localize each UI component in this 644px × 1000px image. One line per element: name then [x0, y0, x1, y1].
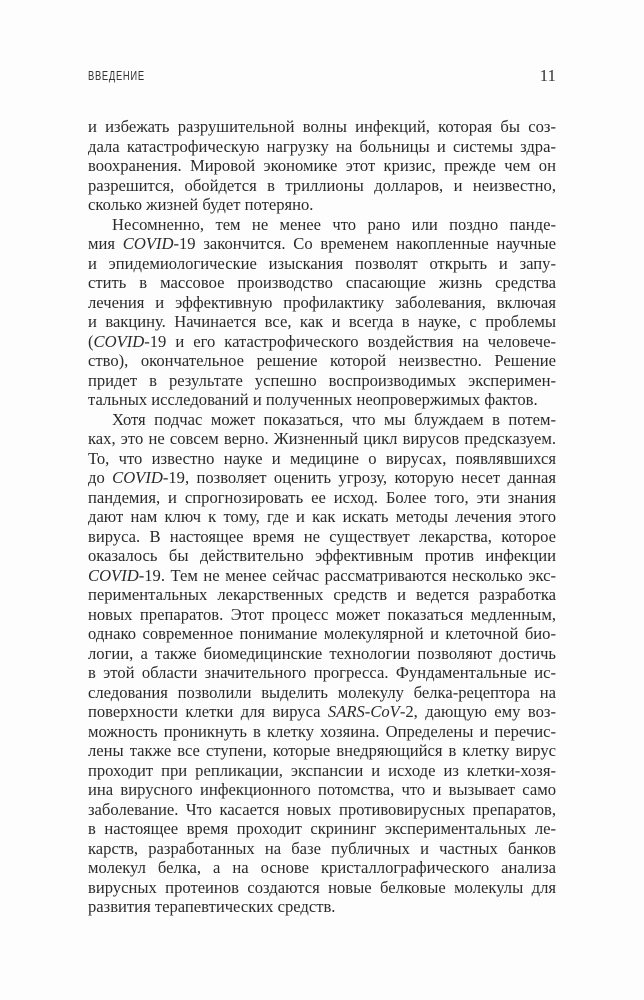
text-segment: (: [88, 331, 94, 351]
italic-term: COVID: [93, 331, 145, 351]
text-line: [88, 215, 556, 235]
text-line: [88, 605, 556, 625]
text-segment: То, что известно науке и медицине о вирусах, появлявшихся: [88, 448, 556, 468]
italic-term: COVID: [112, 468, 163, 487]
text-line: [88, 839, 556, 859]
text-segment: пандемия, и спрогнозировать ее исход. Более того, эти знания: [88, 487, 556, 507]
text-line: [88, 527, 556, 547]
text-segment: -19 и его катастрофического воздействия на человече-: [144, 331, 556, 351]
text-segment: можность проникнуть в клетку хозяина. Определены и перечис-: [88, 721, 556, 741]
text-segment: вируса. В настоящее время не существует лекарства, которое: [88, 526, 556, 546]
text-line: [88, 741, 556, 761]
text-line: [88, 722, 556, 742]
text-segment: в настоящее время проходит скрининг экспериментальных ле-: [88, 819, 556, 838]
text-segment: дают нам ключ к тому, где и как искать методы лечения этого: [88, 507, 556, 526]
text-line: [88, 371, 556, 391]
text-segment: заболевание. Что касается новых противовирусных препаратов,: [88, 799, 556, 819]
text-segment: однако современное понимание молекулярной и клеточной био-: [88, 624, 556, 643]
text-line: [88, 468, 556, 488]
text-line: [88, 390, 556, 410]
text-segment: лены также все ступени, которые внедряющийся в клетку вирус: [88, 741, 556, 760]
text-line: [88, 254, 556, 274]
text-line: [88, 488, 556, 508]
text-segment: -19. Тем не менее сейчас рассматриваются несколько экс-: [138, 565, 556, 585]
text-segment: до: [88, 468, 113, 487]
text-line: [88, 449, 556, 469]
text-line: [88, 195, 556, 215]
text-line: [88, 137, 556, 157]
text-segment: и избежать разрушительной волны инфекций, которая бы соз-: [88, 117, 556, 136]
text-line: [88, 234, 556, 254]
text-line: [88, 410, 556, 430]
text-line: [88, 878, 556, 898]
text-segment: лечения и эффективную профилактику заболевания, включая: [88, 292, 556, 312]
text-segment: новых препаратов. Этот процесс может показаться медленным,: [88, 604, 556, 624]
text-line: [88, 429, 556, 449]
text-line: [88, 312, 556, 332]
text-segment: ство), окончательное решение которой неизвестно. Решение: [88, 351, 556, 370]
text-line: [88, 644, 556, 664]
text-line: [88, 117, 556, 137]
text-segment: сколько жизней будет потеряно.: [88, 195, 314, 214]
page-header: [88, 66, 556, 88]
text-line: [88, 761, 556, 781]
text-segment: развития терапевтических средств.: [88, 897, 336, 916]
text-segment: логии, а также биомедицинские технологии позволяют достичь: [88, 643, 556, 663]
italic-term: SARS-CoV: [327, 702, 400, 721]
text-segment: карств, разработанных на базе публичных и частных банков: [88, 838, 556, 858]
text-line: [88, 351, 556, 371]
text-line: [88, 780, 556, 800]
text-segment: воохранения. Мировой экономике этот кризис, прежде чем он: [88, 156, 556, 175]
text-segment: оказалось бы действительно эффективным против инфекции: [88, 546, 556, 565]
text-line: [88, 663, 556, 683]
text-line: [88, 273, 556, 293]
text-segment: Хотя подчас может показаться, что мы блуждаем в потем-: [112, 409, 556, 429]
page-number: 11: [539, 66, 556, 85]
text-segment: и эпидемиологические изыскания позволят открыть и запу-: [88, 253, 556, 273]
text-line: [88, 819, 556, 839]
text-segment: -19, позволяет оценить угрозу, которую несет данная: [162, 468, 557, 487]
text-line: [88, 624, 556, 644]
text-line: [88, 156, 556, 176]
text-line: [88, 702, 556, 722]
italic-term: COVID: [88, 565, 139, 585]
text-segment: периментальных лекарственных средств и ведется разработка: [88, 585, 556, 604]
text-segment: следования позволили выделить молекулу белка-рецептора на: [88, 682, 556, 702]
text-line: [88, 507, 556, 527]
text-line: [88, 800, 556, 820]
text-line: [88, 858, 556, 878]
italic-term: COVID: [122, 234, 174, 253]
text-segment: молекул белка, а на основе кристаллографического анализа: [88, 858, 556, 877]
text-line: [88, 566, 556, 586]
text-segment: поверхности клетки для вируса: [88, 702, 328, 721]
text-segment: стить в массовое производство спасающие жизнь средства: [88, 273, 556, 292]
text-segment: разрешится, обойдется в триллионы долларов, и неизвестно,: [88, 175, 556, 195]
text-segment: Несомненно, тем не менее что рано или поздно панде-: [112, 214, 556, 234]
text-line: [88, 897, 556, 917]
text-line: [88, 332, 556, 352]
text-segment: дала катастрофическую нагрузку на больницы и системы здра-: [88, 136, 556, 156]
text-line: [88, 176, 556, 196]
text-segment: мия: [88, 234, 123, 253]
text-segment: -19 закончится. Со временем накопленные научные: [173, 234, 556, 253]
running-title: ВВЕДЕНИЕ: [88, 68, 145, 83]
text-line: [88, 683, 556, 703]
text-segment: вирусных протеинов создаются новые белковые молекулы для: [88, 877, 556, 897]
text-line: [88, 546, 556, 566]
text-segment: тальных исследований и полученных неопровержимых фактов.: [88, 390, 538, 409]
text-line: [88, 293, 556, 313]
text-segment: ках, это не совсем верно. Жизненный цикл вирусов предсказуем.: [88, 429, 556, 448]
text-segment: ина вирусного инфекционного потомства, что и вызывает само: [88, 780, 556, 799]
body-text: [88, 117, 556, 917]
text-segment: -2, дающую ему воз-: [399, 702, 556, 721]
text-segment: проходит при репликации, экспансии и исходе из клетки-хозя-: [88, 760, 556, 780]
text-segment: и вакцину. Начинается все, как и всегда в науке, с проблемы: [88, 312, 556, 331]
text-segment: придет в результате успешно воспроизводимых эксперимен-: [88, 370, 556, 390]
text-line: [88, 585, 556, 605]
text-segment: в этой области значительного прогресса. Фундаментальные ис-: [88, 663, 556, 682]
